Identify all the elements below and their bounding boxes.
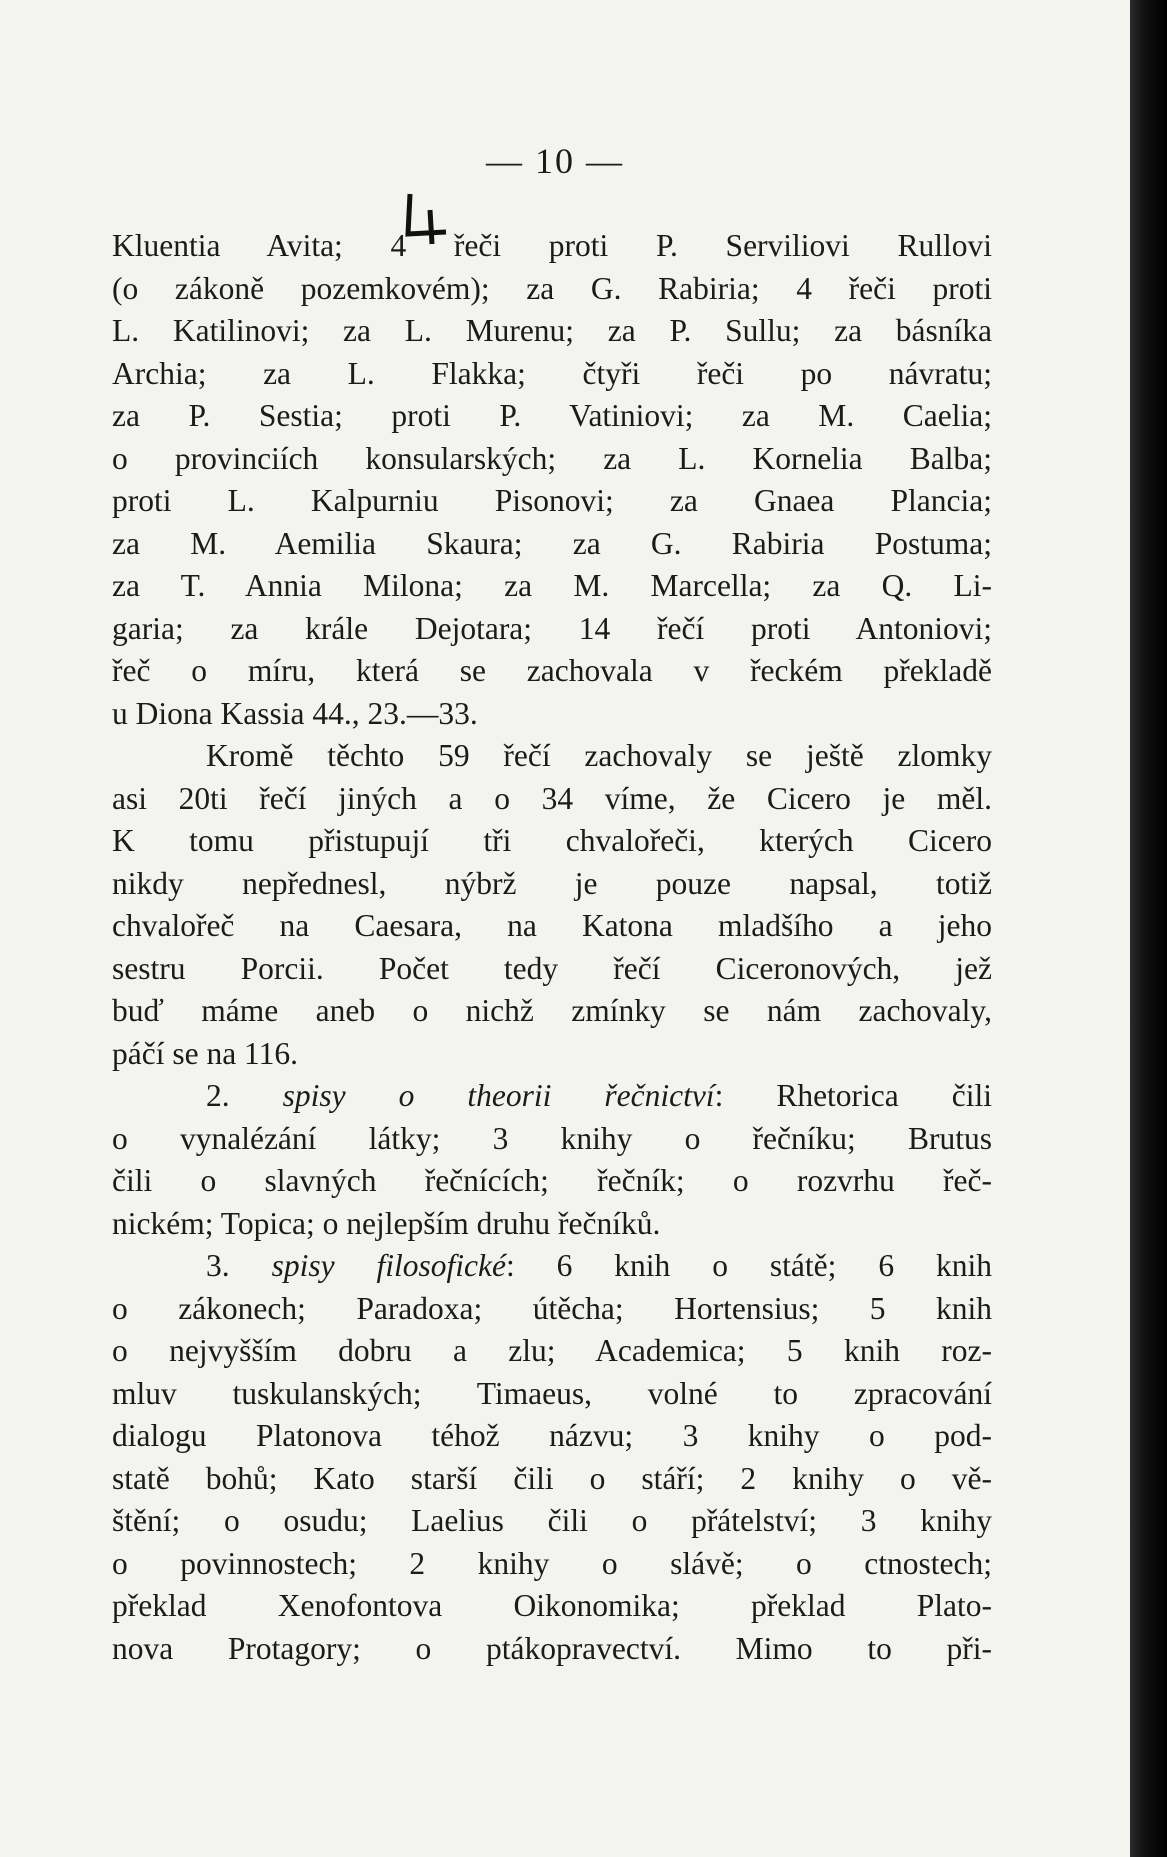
text-line: za T. Annia Milona; za M. Marcella; za Q. Li- — [112, 568, 992, 603]
text-line: o nejvyšším dobru a zlu; Academica; 5 knih roz- — [112, 1333, 992, 1368]
text-line: překlad Xenofontova Oikonomika; překlad Plato- — [112, 1588, 992, 1623]
text-line: asi 20ti řečí jiných a o 34 víme, že Cicero je měl. — [112, 780, 992, 816]
text-line: garia; za krále Dejotara; 14 řečí proti Antoniovi; — [112, 610, 992, 646]
text-line: statě bohů; Kato starší čili o stáří; 2 knihy o vě- — [112, 1460, 992, 1496]
text-line: L. Katilinovi; za L. Murenu; za P. Sullu; za básníka — [112, 313, 992, 348]
text-line: buď máme aneb o nichž zmínky se nám zachovaly, — [112, 993, 992, 1028]
text-line: K tomu přistupují tři chvalořeči, kterých Cicero — [112, 823, 992, 858]
text-line: řeč o míru, která se zachovala v řeckém překladě — [112, 653, 992, 688]
text-line: Archia; za L. Flakka; čtyři řeči po návratu; — [112, 355, 992, 391]
section-title: spisy filosofické — [271, 1248, 506, 1283]
text-line: čili o slavných řečnících; řečník; o rozvrhu řeč- — [112, 1163, 992, 1198]
section-rest: : 6 knih o státě; 6 knih — [505, 1248, 993, 1283]
text-line: o povinnostech; 2 knihy o slávě; o ctnostech; — [112, 1545, 992, 1581]
text-line: mluv tuskulanských; Timaeus, volné to zpracování — [112, 1375, 992, 1411]
section-heading-line — [112, 1075, 992, 1118]
text-line: dialogu Platonova téhož názvu; 3 knihy o pod- — [112, 1418, 992, 1453]
text-line: páčí se na 116. — [112, 1035, 299, 1071]
text-line: (o zákoně pozemkovém); za G. Rabiria; 4 řeči proti — [112, 270, 992, 306]
section-number: 2. — [206, 1078, 230, 1113]
text-line: chvalořeč na Caesara, na Katona mladšího a jeho — [112, 908, 992, 943]
section-heading-line — [112, 1245, 992, 1288]
text-line: o provinciích konsularských; za L. Kornelia Balba; — [112, 440, 992, 476]
text-line: nikdy nepřednesl, nýbrž je pouze napsal, totiž — [112, 865, 992, 901]
text-line: nova Protagory; o ptákopravectví. Mimo to při- — [112, 1630, 992, 1666]
text-line: u Diona Kassia 44., 23.—33. — [112, 695, 478, 731]
page-edge-shadow — [1130, 0, 1167, 1857]
section-number: 3. — [206, 1248, 230, 1283]
text-line: štění; o osudu; Laelius čili o přátelství; 3 knihy — [112, 1503, 992, 1538]
text-line: nickém; Topica; o nejlepším druhu řečníků. — [112, 1205, 661, 1241]
text-line: proti L. Kalpurniu Pisonovi; za Gnaea Plancia; — [112, 483, 992, 518]
section-title: spisy o theorii řečnictví — [282, 1078, 715, 1113]
page-number: — 10 — — [486, 141, 624, 181]
text-line: o zákonech; Paradoxa; útěcha; Hortensius; 5 knih — [112, 1290, 992, 1326]
section-rest: : Rhetorica čili — [714, 1078, 992, 1113]
body-text — [112, 225, 992, 1670]
text-line: za P. Sestia; proti P. Vatiniovi; za M. Caelia; — [112, 398, 992, 433]
text-line: o vynalézání látky; 3 knihy o řečníku; Brutus — [112, 1120, 992, 1156]
text-line: Kluentia Avita; 4 řeči proti P. Serviliovi Rullovi — [112, 228, 992, 263]
text-line: Kromě těchto 59 řečí zachovaly se ještě zlomky — [206, 738, 992, 773]
text-line: za M. Aemilia Skaura; za G. Rabiria Postuma; — [112, 525, 992, 561]
text-line: sestru Porcii. Počet tedy řečí Ciceronových, jež — [112, 950, 992, 986]
